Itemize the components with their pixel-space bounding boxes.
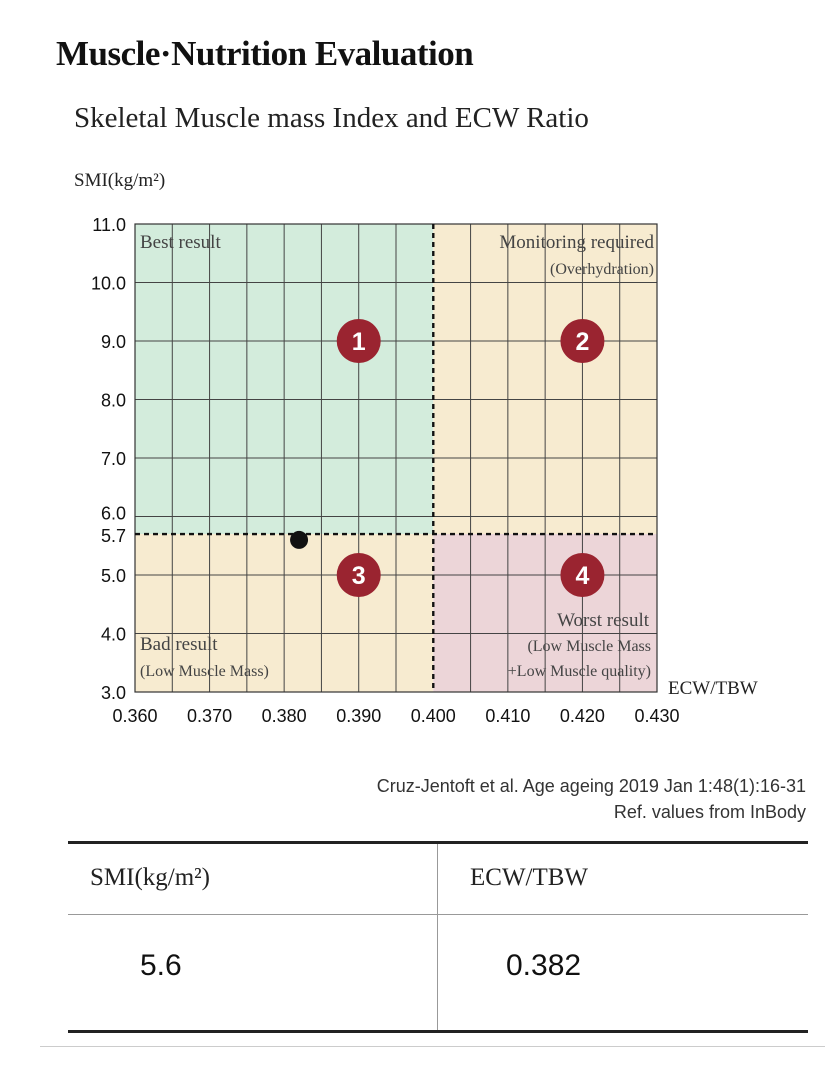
x-tick-label: 0.410 [485, 706, 531, 726]
reference-note [377, 773, 806, 825]
x-tick-label: 0.380 [261, 706, 307, 726]
x-axis-label: ECW/TBW [668, 678, 758, 699]
reference-source: Ref. values from InBody [613, 802, 806, 822]
data-point [290, 531, 308, 549]
column-divider [437, 844, 438, 1030]
header-ecw-tbw: ECW/TBW [470, 864, 589, 891]
y-tick-label: 4.0 [100, 624, 126, 645]
y-tick-label: 11.0 [92, 215, 126, 235]
zone-1-label: Best result [140, 232, 221, 253]
zone-4-label: +Low Muscle quality) [507, 663, 651, 680]
y-tick-label: 6.0 [100, 503, 126, 524]
x-tick-label: 0.400 [410, 706, 456, 726]
zone-3-badge-number: 3 [351, 562, 366, 590]
x-tick-label: 0.390 [336, 706, 382, 726]
zone-4-label: Worst result [557, 610, 649, 631]
zone-3-label: Bad result [140, 634, 218, 655]
zone-3-label: (Low Muscle Mass) [140, 663, 269, 680]
reference-citation: Cruz-Jentoft et al. Age ageing 2019 Jan 1:48(1):16-31 [376, 776, 806, 796]
value-smi: 5.6 [140, 949, 182, 982]
header-smi: SMI(kg/m²) [90, 864, 210, 891]
zone-4-label: (Low Muscle Mass [527, 638, 651, 655]
y-tick-label: 7.0 [100, 449, 126, 469]
y-tick-label: 5.7 [100, 526, 126, 547]
value-ecw-tbw: 0.382 [506, 949, 582, 982]
results-table [68, 841, 808, 1033]
y-axis-label: SMI(kg/m²) [74, 170, 166, 191]
zone-2-label: (Overhydration) [550, 261, 654, 278]
zone-2-badge-number: 2 [575, 328, 590, 356]
x-tick-label: 0.430 [634, 706, 680, 726]
y-tick-label: 10.0 [90, 273, 126, 294]
y-tick-label: 8.0 [100, 390, 126, 411]
y-tick-label: 3.0 [100, 683, 126, 703]
x-tick-label: 0.360 [112, 706, 158, 726]
chart-subtitle: Skeletal Muscle mass Index and ECW Ratio [74, 102, 589, 134]
zone-2-label: Monitoring required [499, 232, 654, 253]
y-tick-label: 5.0 [100, 566, 126, 586]
x-tick-label: 0.420 [559, 706, 605, 726]
x-tick-label: 0.370 [187, 706, 233, 726]
header-divider [68, 914, 808, 915]
footer-divider [40, 1046, 825, 1047]
y-tick-label: 9.0 [100, 332, 126, 352]
zone-4-badge-number: 4 [575, 562, 590, 590]
zone-1-badge-number: 1 [351, 328, 366, 356]
page-title: Muscle·Nutrition Evaluation [56, 34, 474, 73]
